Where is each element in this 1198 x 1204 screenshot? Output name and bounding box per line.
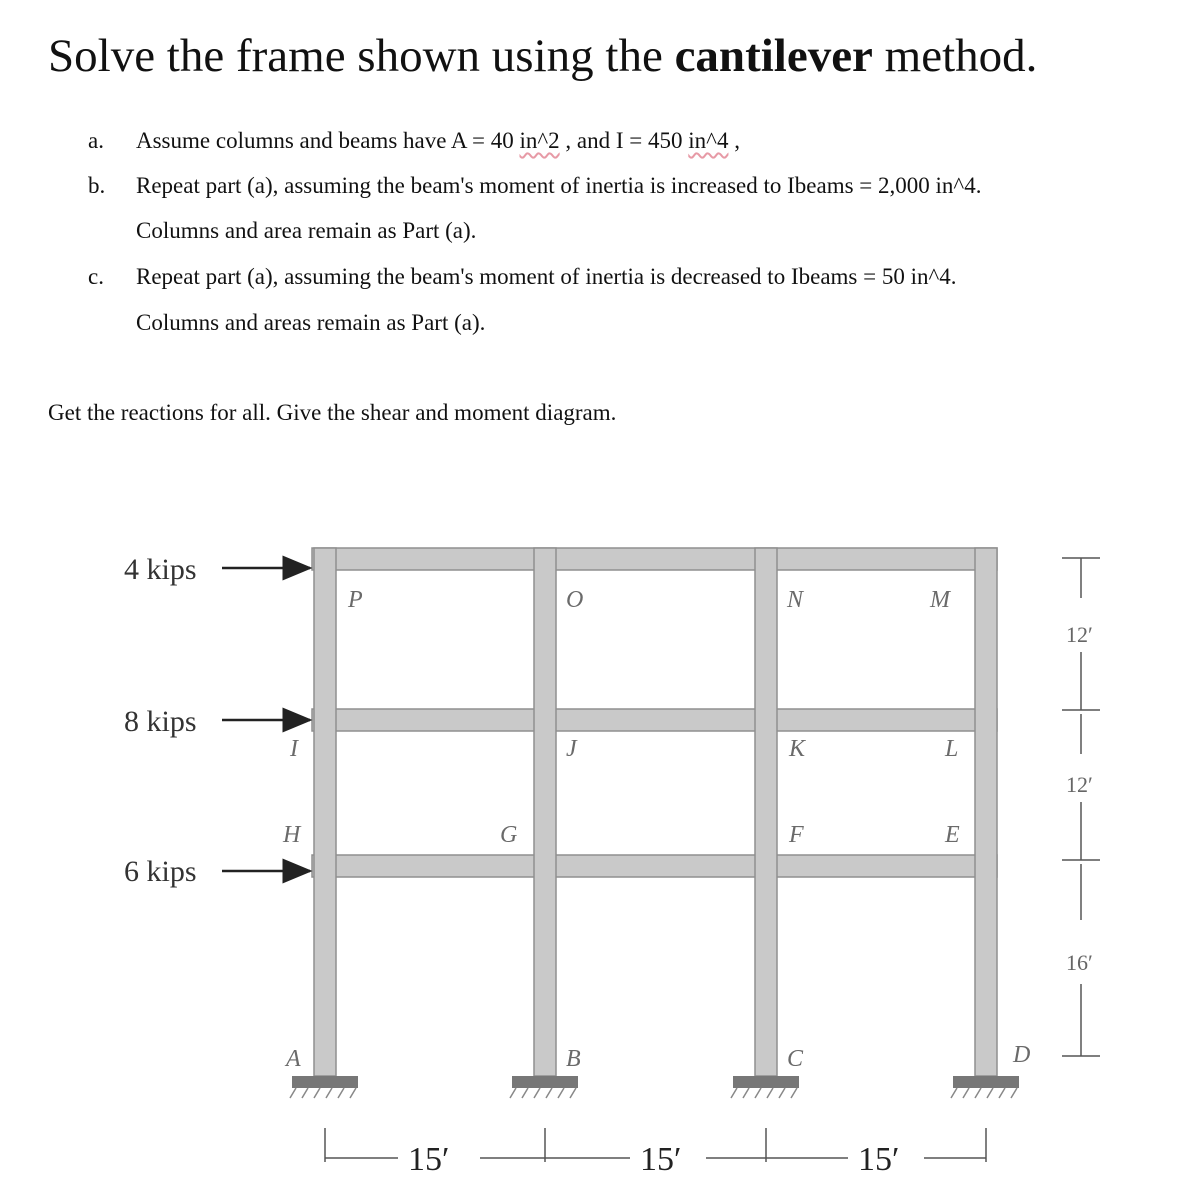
node-o: O [566,587,584,613]
load-second-label: 6 kips [124,855,197,888]
part-a-unit-inertia: in^4 [688,128,729,153]
part-c-line2: Columns and areas remain as Part (a). [136,310,486,335]
second-floor-beam [312,855,997,877]
columns [314,548,997,1076]
bay-width-2: 15′ [640,1141,682,1178]
part-b-line1: Repeat part (a), assuming the beam's moment of inertia is increased to Ibeams = 2,000 in^4. [136,173,982,198]
support-hatch-c [731,1088,797,1098]
support-hatch-b [510,1088,576,1098]
part-b-continued [0,216,1198,246]
support-hatch-a [290,1088,356,1098]
node-d: D [1013,1042,1031,1068]
node-p: P [348,587,363,613]
bay-width-3: 15′ [858,1141,900,1178]
node-a: A [286,1046,301,1072]
support-c [733,1076,799,1088]
beams [312,548,997,877]
column-line-b [534,548,556,1076]
part-c-continued [0,308,1198,338]
column-line-a [314,548,336,1076]
bay-width-dimensions [325,1128,986,1178]
part-b-label: b. [88,173,106,198]
load-third-label: 8 kips [124,705,197,738]
node-j: J [566,736,577,762]
part-a [0,126,1198,156]
part-c-line1: Repeat part (a), assuming the beam's moment of inertia is decreased to Ibeams = 50 in^4. [136,264,957,289]
story-height-dimensions [1062,558,1100,1056]
node-b: B [566,1046,581,1072]
support-a [292,1076,358,1088]
node-k: K [789,736,806,762]
part-a-unit-area: in^2 [519,128,560,153]
story-height-bottom: 16′ [1066,950,1093,975]
node-f: F [789,822,804,848]
node-n: N [787,587,804,613]
node-l: L [945,736,959,762]
part-a-label: a. [88,128,104,153]
bay-width-1: 15′ [408,1141,450,1178]
title-bold-word: cantilever [674,30,873,82]
frame-diagram [0,500,1198,1200]
instruction-text: Get the reactions for all. Give the shear and moment diagram. [48,400,617,425]
third-floor-beam [312,709,997,731]
support-hatch-d [951,1088,1017,1098]
node-labels [282,587,1030,1072]
part-b-line2: Columns and area remain as Part (a). [136,218,477,243]
story-height-middle: 12′ [1066,772,1093,797]
part-c-label: c. [88,264,104,289]
node-c: C [787,1046,804,1072]
roof-beam [312,548,997,570]
node-i: I [290,736,298,762]
problem-title: Solve the frame shown using the cantilever method. [48,30,1038,82]
fixed-supports [290,1076,1019,1098]
node-e: E [945,822,960,848]
part-a-text: Assume columns and beams have A = 40 in^2 , and I = 450 in^4 , [136,128,740,153]
part-b [0,171,1198,201]
column-line-d [975,548,997,1076]
node-g: G [500,822,518,848]
story-height-top: 12′ [1066,622,1093,647]
node-h: H [283,822,301,848]
node-m: M [930,587,950,613]
load-roof-label: 4 kips [124,553,197,586]
part-c [0,262,1198,292]
support-b [512,1076,578,1088]
support-d [953,1076,1019,1088]
column-line-c [755,548,777,1076]
